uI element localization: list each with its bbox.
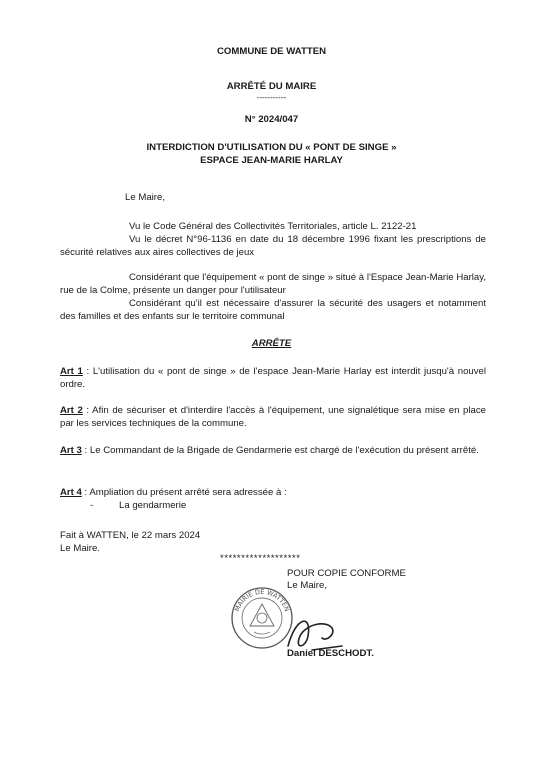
commune-name: COMMUNE DE WATTEN <box>216 46 327 57</box>
article-text: : Afin de sécuriser et d'interdire l'accès à l'équipement, une signalétique sera mise en place par les services techniques de la commune. <box>60 405 486 429</box>
subject-line-2: ESPACE JEAN-MARIE HARLAY <box>200 155 343 166</box>
subject-line-1: INTERDICTION D'UTILISATION DU « PONT DE SINGE » <box>146 142 397 153</box>
considerant-danger: Considérant que l'équipement « pont de singe » situé à l'Espace Jean-Marie Harlay, rue de la Colme, présente un danger pour l'utilisateur <box>60 272 486 296</box>
article-4 <box>60 487 486 500</box>
title-dashes: ----------- <box>256 93 287 102</box>
arrete-title: ARRÊTÉ DU MAIRE <box>226 81 317 92</box>
opening: Le Maire, <box>125 192 165 203</box>
article-3 <box>60 445 486 458</box>
recipient-item: La gendarmerie <box>119 500 187 511</box>
article-text: : Le Commandant de la Brigade de Gendarmerie est chargé de l'exécution du présent arrêté. <box>81 445 479 456</box>
separator-stars: ******************* <box>220 553 301 564</box>
fait-a: Fait à WATTEN, le 22 mars 2024 <box>60 530 201 541</box>
vu-decret: Vu le décret N°96-1136 en date du 18 décembre 1996 fixant les prescriptions de sécurité relatives aux aires collectives de jeux <box>60 234 486 258</box>
copie-conforme: POUR COPIE CONFORME <box>287 568 406 579</box>
list-bullet: - <box>90 500 94 511</box>
article-text: : Ampliation du présent arrêté sera adressée à : <box>81 487 287 498</box>
le-maire-signature: Le Maire, <box>287 580 327 591</box>
arrete-heading: ARRÊTE <box>251 338 292 349</box>
le-maire: Le Maire. <box>60 543 100 554</box>
article-label: Art 2 <box>60 405 83 416</box>
article-label: Art 3 <box>60 445 82 456</box>
article-text: : L'utilisation du « pont de singe » de l'espace Jean-Marie Harlay est interdit jusqu'à nouvel ordre. <box>60 366 487 390</box>
svg-text:MAIRIE DE WATTEN: MAIRIE DE WATTEN <box>233 587 291 613</box>
article-label: Art 4 <box>60 487 82 498</box>
vu-code: Vu le Code Général des Collectivités Territoriales, article L. 2122-21 <box>129 221 417 232</box>
article-2 <box>60 405 486 430</box>
signatory-name: Daniel DESCHODT. <box>287 648 374 659</box>
considerant-securite: Considérant qu'il est nécessaire d'assurer la sécurité des usagers et notamment des familles et des enfants sur le territoire communal <box>60 298 486 322</box>
article-1 <box>60 366 486 391</box>
arrete-number: N° 2024/047 <box>244 114 299 125</box>
article-label: Art 1 <box>60 366 83 377</box>
